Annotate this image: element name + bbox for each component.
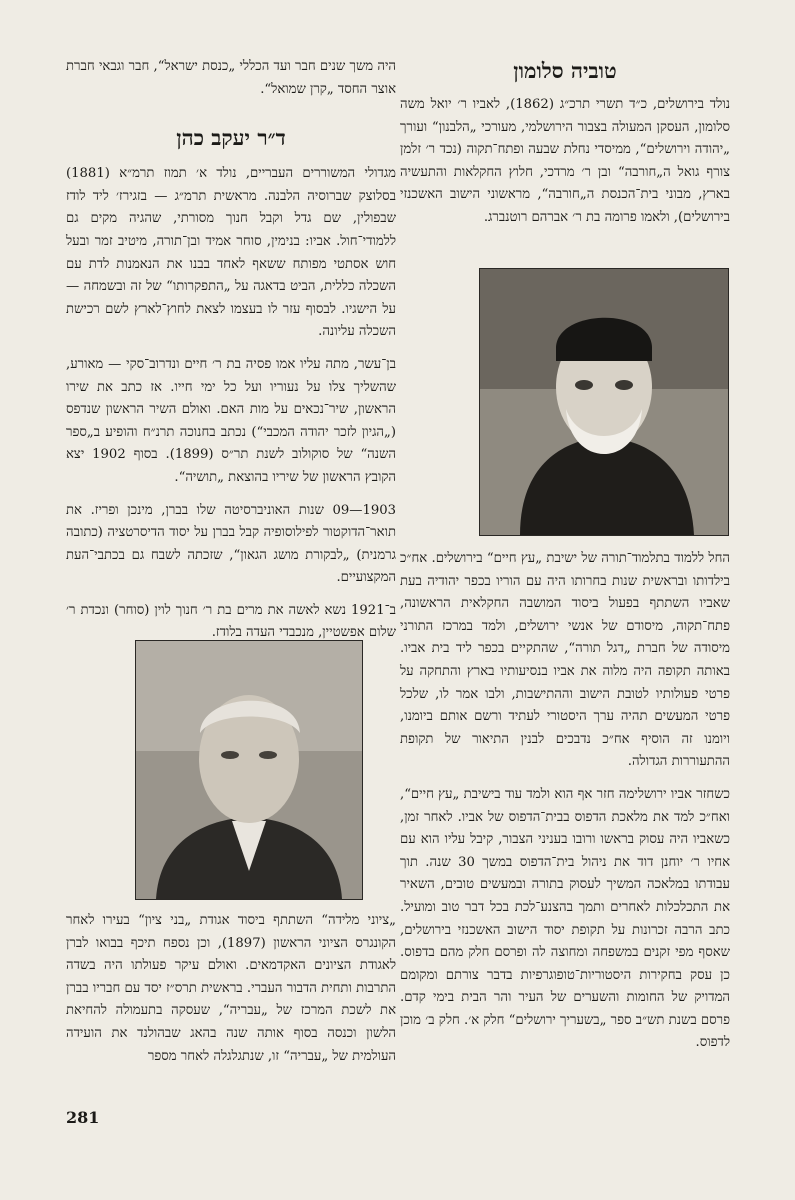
article-heading-cohen: ד״ר יעקב כהן — [176, 125, 286, 151]
portrait-photo-solomon — [479, 268, 729, 536]
paragraph-cohen-2: בן־עשר, מתה עליו אמו פסיה בת ר׳ חיים ונדרוב־סקי — מאורע, שהשליך צלו על נעוריו ועל כל ימי חייו. אז כתב את שירו הראשון, שיר־נכאים על מות האם. ואולם השיר הראשון שנדפס („הגיון לזכר יהודה המכבי“) נכתב בחנוכה תרנ״ח והופיע ב„ספר השנה“ של סוקולוב לשנת תר״ס (1899). בסוף 1902 יצא הקובץ הראשון של שיריו בהוצאת „תושיה“. — [66, 356, 396, 485]
article-heading-solomon: טוביה סלומון — [513, 58, 617, 83]
continuation-text-previous-article: היה משך שנים חבר ועד הכללי „כנסת ישראל“, חבר וגבאי חברת אוצר החסד „קרן שמואל“. — [66, 59, 396, 97]
article-cohen-continued — [66, 910, 396, 1078]
paragraph-solomon-3: כשחזר אביו ירושלימה חזר אף הוא ולמד עוד בישיבת „עץ חיים“, ואח״כ למד את מלאכת הדפוס בבית־הדפוס של אביו. לאחר זמן, כשאביו היה עסוק בראשו ורובו בעניני הצבור, קיבל עליו הוא עם אחיו ר׳ יוחנן דוד את ניהול בית־הדפוס במשך 30 שנה. תוך עבודתו במלאכה המשיך לעסוק בתורה ובמעשים טובים, השאיר את התכלכלות לאחרים ותמך בהצנע־לכת בכל דבר טוב ומועיל. כתב הרבה זכרונות על תקופת יסוד הישוב האשכנזי בירושלים, שאסף מפי זקנים במשפחה ומחוצה לה ופרסם חלק מהם בדפוס. כן עסק בחקירות היסטוריות־טופוגרפיות בדבר צורתם ומקומם המדויק של החומות והשערים של העיר והר הבית בימי קדם. פרסם בשנת תש״ב ספר „בשעריך ירושלים“ חלק א׳. חלק ב׳ מוכן לדפוס. — [400, 786, 730, 1051]
article-solomon — [400, 56, 730, 240]
paragraph-cohen-3: 1903—09 שנות האוניברסיטה שלו בברן, מינכן ופריז. את תואר־הדוקטור לפילוסופיה קבל בברן על יסוד הדיסרטציה (כתובה גרמנית) „לבקורת מושג הגאון“, שזכתה לשבח גם בכתבי־העת המקצועיים. — [66, 502, 396, 586]
paragraph-cohen-4: ב־1921 נשא לאשה את מרים בת ר׳ חנוך לוין (סוחר) ונכדת ר׳ שלום אפשטיין, מנכבדי העדה בלודז. — [66, 602, 396, 641]
portrait-cohen-drawing — [136, 641, 362, 899]
article-solomon-continued — [400, 548, 730, 1065]
page-number: 281 — [66, 1108, 100, 1127]
paragraph-solomon-2: החל ללמוד בתלמוד־תורה של ישיבת „עץ חיים“ בירושלים. אח״כ בילדותו ובראשית שנות בחרותו היה עם הוריו בכפר יהודיה בעת שאביו השתתף בפעול ביסוד המושבה החקלאית הראשונה, פתח־תקוה, מיסודם של אנשי ירושלים, ולמד במרכז התורני מיסודה של חברת „דגל תורה“, שהתקיים בכפר ליד בית אביו. באותה תקופה היה מלוה את אביו בנסיעותיו בארץ והתחקה על פרטי פעולותיו לטובת הישוב וההתישבות, ולבו אמר לו, שלכל פרטי המעשים תהיה ערך היסטורי לעתיד ורשם אותם ביומנו, ויומנו זה הוסיף אח״כ נדבכים לבנין התיאור של תקופת ההתעוררות הגדולה. — [400, 551, 730, 770]
bio-paragraph-solomon: נולד בירושלים, כ״ד תשרי תרכ״ג (1862), לאביו ר׳ יואל משה סלומון, העסקן המעולה בצבור הירושלמי, מעורכי „הלבנון“ ועורך „יהודה וירושלים“, ממיסדי נחלת שבעה ופתח־תקוה (נכד ר׳ זלמן צורף גואל ה„חורבה“ ובן ר׳ מרדכי, חלוץ החקלאות והתעשיה בארץ, מבוני בית־הכנסת ה„חורבה“, מראשוני הישוב האשכנזי בירושלים), ולאמו פרומה בת ר׳ אברהם רוטנברג. — [400, 97, 730, 225]
article-cohen — [66, 56, 396, 655]
paragraph-cohen-1: מגדולי המשוררים העבריים, נולד א׳ תמוז תרמ״א (1881) בסלוצק שברוסיה הלבנה. מראשית תרמ״ג — בזגירז׳ ליד לודז שבפולין, שם גדל וקבל חנוך מסורתי, שהגיה מקים גם ללמודי־חול. אביו: בנימין, סוחר אמיד ובן־תורה, מיטיב זמר ובעל חוש אסתטי מפותח ששאף לאחד בבנו את הנאמנות לדת עם השכלה כללית, הביט בדאגה על „התפקרותו“ של זה ובשמחה — על הישגיו. לבסוף עזר לו בעצמו לצאת לחוץ־לארץ לשם רכישת השכלה עליונה. — [66, 166, 396, 340]
portrait-solomon-drawing — [480, 269, 728, 535]
paragraph-cohen-5: „ציוני מלידה“ השתתף ביסוד אגודת „בני ציון“ בעירו לאחר הקונגרס הציוני הראשון (1897), וכן נספח תיכף בבואו לברן לאגודת הציונים האקדמאים. ואולם עיקר פעולתו היה בשדה התרבות ותחית הדבור העברי. בראשית תרס״ז יסד עם חבריו בברן את לשכת המרכז של „עבריה“, שעסקה בתעמולה להחיאת הלשון וכנסה בסוף אותה שנה בהאג שבהולנד את הועידה העולמית של „עבריה“ זו, שנתגלגלה לאחר מספר — [66, 913, 396, 1064]
portrait-photo-cohen — [135, 640, 363, 900]
